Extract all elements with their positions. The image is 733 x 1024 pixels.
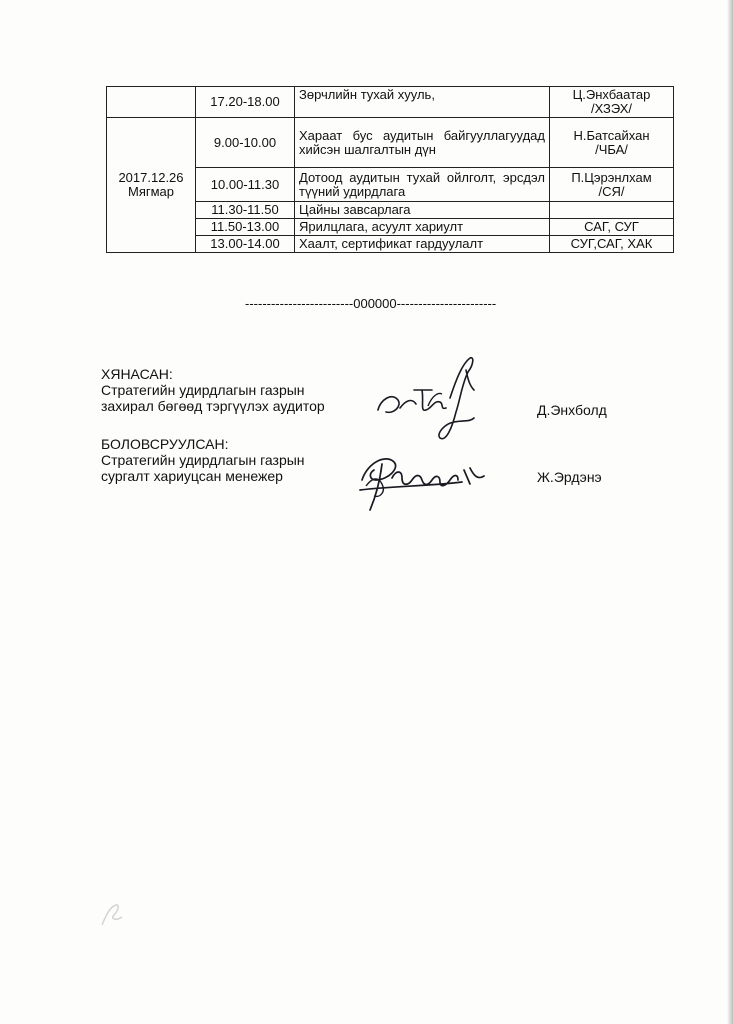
preparer-signature bbox=[352, 440, 512, 520]
topic-cell: Цайны завсарлага bbox=[295, 202, 550, 219]
date-cell-empty bbox=[107, 87, 196, 118]
approval-title-line2: захирал бөгөөд тэргүүлэх аудитор bbox=[101, 398, 325, 414]
preparer-title-line1: Стратегийн удирдлагын газрын bbox=[101, 452, 305, 468]
topic-cell: Хараат бус аудитын байгууллагуудад хийсэн шалгалтын дүн bbox=[295, 118, 550, 168]
approver-name: Д.Энхболд bbox=[537, 402, 607, 418]
preparer-title-line2: сургалт хариуцсан менежер bbox=[101, 468, 283, 484]
time-cell: 11.50-13.00 bbox=[196, 219, 295, 236]
scan-smudge bbox=[96, 895, 136, 935]
topic-cell: Дотоод аудитын тухай ойлголт, эрсдэл түүний удирдлага bbox=[295, 168, 550, 202]
speaker-name: П.Цэрэнлхам bbox=[571, 169, 652, 185]
time-cell: 9.00-10.00 bbox=[196, 118, 295, 168]
date-cell bbox=[107, 118, 196, 253]
approval-block bbox=[101, 366, 325, 414]
speaker-cell bbox=[550, 202, 674, 219]
speaker-org: /ЧБА/ bbox=[595, 141, 628, 157]
speaker-cell: СУГ,САГ, ХАК bbox=[550, 236, 674, 253]
scan-edge-shadow bbox=[727, 0, 733, 1024]
weekday-value: Мягмар bbox=[127, 184, 174, 199]
section-divider: -------------------------000000----------------------- bbox=[245, 296, 497, 311]
topic-cell: Зөрчлийн тухай хууль, bbox=[295, 87, 550, 118]
approval-title-line1: Стратегийн удирдлагын газрын bbox=[101, 382, 305, 398]
speaker-org: /ХЗЭХ/ bbox=[590, 101, 633, 116]
table-row bbox=[107, 87, 674, 118]
speaker-cell bbox=[550, 87, 674, 118]
time-cell: 13.00-14.00 bbox=[196, 236, 295, 253]
speaker-cell bbox=[550, 118, 674, 168]
topic-cell: Хаалт, сертификат гардуулалт bbox=[295, 236, 550, 253]
speaker-cell bbox=[550, 168, 674, 202]
approval-heading: ХЯНАСАН: bbox=[101, 366, 173, 382]
speaker-name: Ц.Энхбаатар bbox=[572, 87, 651, 102]
topic-cell: Ярилцлага, асуулт хариулт bbox=[295, 219, 550, 236]
date-value: 2017.12.26 bbox=[118, 170, 184, 185]
speaker-org: /СЯ/ bbox=[598, 183, 625, 199]
speaker-name: Н.Батсайхан bbox=[573, 127, 650, 143]
approver-signature bbox=[370, 350, 490, 450]
schedule-table bbox=[106, 86, 674, 253]
preparer-heading: БОЛОВСРУУЛСАН: bbox=[101, 436, 229, 452]
time-cell: 11.30-11.50 bbox=[196, 202, 295, 219]
time-cell: 17.20-18.00 bbox=[196, 87, 295, 118]
preparer-name: Ж.Эрдэнэ bbox=[537, 469, 602, 485]
speaker-cell: САГ, СУГ bbox=[550, 219, 674, 236]
time-cell: 10.00-11.30 bbox=[196, 168, 295, 202]
table-row bbox=[107, 118, 674, 168]
preparer-block bbox=[101, 436, 305, 484]
